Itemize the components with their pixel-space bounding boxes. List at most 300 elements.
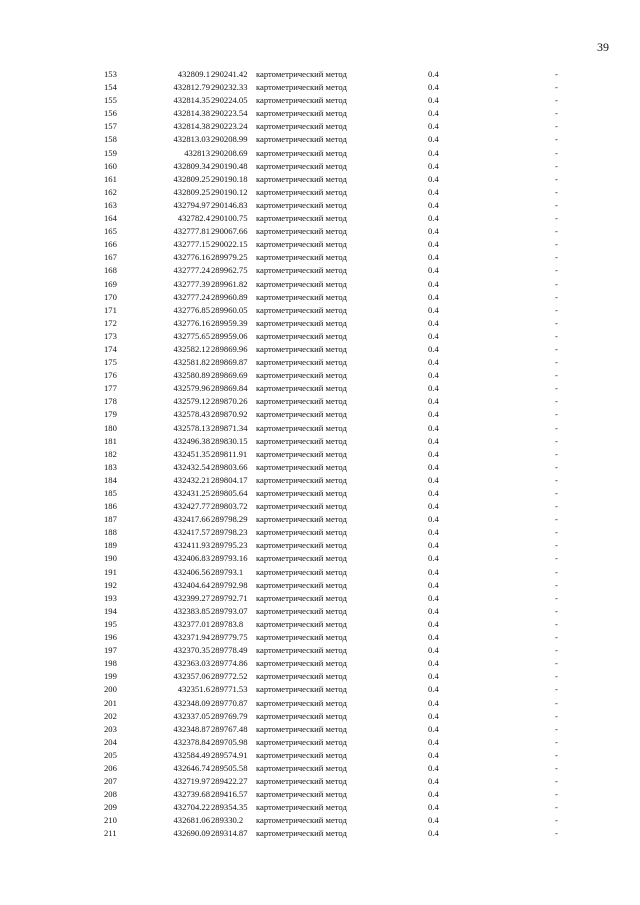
point-number-cell: 156 (104, 108, 117, 119)
table-row (0, 513, 640, 526)
coordinate-y-cell: 289798.23 (211, 527, 248, 538)
coordinate-x-cell: 432809.25 (173, 186, 210, 197)
table-row (0, 526, 640, 539)
method-cell: картометрический метод (256, 357, 347, 368)
accuracy-cell: 0.4 (428, 265, 439, 276)
coordinate-y-cell: 290223.24 (211, 121, 248, 132)
coordinate-y-cell: 289792.71 (211, 592, 248, 603)
coordinate-x-cell: 432813.03 (173, 134, 210, 145)
point-number-cell: 168 (104, 265, 117, 276)
point-number-cell: 197 (104, 645, 117, 656)
method-cell: картометрический метод (256, 160, 347, 171)
coordinate-x-cell: 432348.09 (173, 697, 210, 708)
note-cell: - (555, 488, 558, 498)
method-cell: картометрический метод (256, 658, 347, 669)
coordinate-x-cell: 432776.16 (173, 317, 210, 328)
note-cell: - (555, 330, 558, 341)
coordinate-x-cell: 432451.35 (173, 448, 210, 459)
note-cell: - (555, 291, 558, 302)
coordinate-y-cell: 290208.99 (211, 134, 248, 145)
table-row (0, 579, 640, 592)
accuracy-cell: 0.4 (428, 69, 439, 79)
note-cell: - (555, 265, 558, 276)
accuracy-cell: 0.4 (428, 618, 439, 629)
coordinate-x-cell: 432363.03 (173, 658, 210, 669)
note-cell: - (555, 802, 558, 813)
table-row (0, 487, 640, 500)
coordinate-x-cell: 432809.34 (173, 160, 210, 171)
accuracy-cell: 0.4 (428, 82, 439, 93)
coordinate-x-cell: 432582.12 (173, 343, 210, 354)
method-cell: картометрический метод (256, 95, 347, 106)
note-cell: - (555, 435, 558, 446)
coordinate-y-cell: 289574.91 (211, 749, 248, 760)
note-cell: - (555, 317, 558, 328)
accuracy-cell: 0.4 (428, 592, 439, 603)
method-cell: картометрический метод (256, 396, 347, 407)
table-row (0, 382, 640, 395)
accuracy-cell: 0.4 (428, 802, 439, 813)
accuracy-cell: 0.4 (428, 226, 439, 237)
table-row (0, 264, 640, 277)
note-cell: - (555, 501, 558, 512)
point-number-cell: 193 (104, 592, 117, 603)
method-cell: картометрический метод (256, 82, 347, 93)
note-cell: - (555, 658, 558, 669)
accuracy-cell: 0.4 (428, 239, 439, 250)
table-row (0, 317, 640, 330)
method-cell: картометрический метод (256, 69, 347, 79)
note-cell: - (555, 618, 558, 629)
coordinate-y-cell: 289778.49 (211, 645, 248, 656)
method-cell: картометрический метод (256, 632, 347, 643)
point-number-cell: 170 (104, 291, 117, 302)
accuracy-cell: 0.4 (428, 815, 439, 826)
coordinate-y-cell: 290022.15 (211, 239, 248, 250)
point-number-cell: 198 (104, 658, 117, 669)
method-cell: картометрический метод (256, 317, 347, 328)
note-cell: - (555, 789, 558, 800)
accuracy-cell: 0.4 (428, 501, 439, 512)
table-row (0, 225, 640, 238)
coordinate-x-cell: 432370.35 (173, 645, 210, 656)
note-cell: - (555, 134, 558, 145)
note-cell: - (555, 645, 558, 656)
coordinate-x-cell: 432646.74 (173, 762, 210, 773)
coordinate-y-cell: 289869.96 (211, 343, 248, 354)
coordinate-x-cell: 432584.49 (173, 749, 210, 760)
accuracy-cell: 0.4 (428, 474, 439, 485)
note-cell: - (555, 579, 558, 590)
table-row (0, 186, 640, 199)
accuracy-cell: 0.4 (428, 291, 439, 302)
note-cell: - (555, 632, 558, 643)
point-number-cell: 165 (104, 226, 117, 237)
coordinate-x-cell: 432777.24 (173, 291, 210, 302)
table-row (0, 422, 640, 435)
coordinate-x-cell: 432399.27 (173, 592, 210, 603)
point-number-cell: 171 (104, 304, 117, 315)
point-number-cell: 181 (104, 435, 117, 446)
point-number-cell: 175 (104, 357, 117, 368)
note-cell: - (555, 684, 558, 695)
note-cell: - (555, 213, 558, 224)
point-number-cell: 200 (104, 684, 117, 695)
coordinate-y-cell: 289961.82 (211, 278, 248, 289)
accuracy-cell: 0.4 (428, 736, 439, 747)
coordinate-x-cell: 432432.21 (173, 474, 210, 485)
coordinate-y-cell: 289869.84 (211, 383, 248, 394)
coordinate-y-cell: 289772.52 (211, 671, 248, 682)
coordinate-x-cell: 432809.1 (177, 69, 210, 79)
coordinate-y-cell: 290190.18 (211, 173, 248, 184)
coordinate-x-cell: 432406.83 (173, 553, 210, 564)
point-number-cell: 203 (104, 723, 117, 734)
method-cell: картометрический метод (256, 605, 347, 616)
point-number-cell: 174 (104, 343, 117, 354)
coordinate-x-cell: 432782.4 (177, 213, 210, 224)
method-cell: картометрический метод (256, 448, 347, 459)
method-cell: картометрический метод (256, 789, 347, 800)
method-cell: картометрический метод (256, 749, 347, 760)
method-cell: картометрический метод (256, 291, 347, 302)
note-cell: - (555, 474, 558, 485)
point-number-cell: 166 (104, 239, 117, 250)
method-cell: картометрический метод (256, 383, 347, 394)
method-cell: картометрический метод (256, 252, 347, 263)
coordinate-y-cell: 289793.16 (211, 553, 248, 564)
point-number-cell: 184 (104, 474, 117, 485)
coordinate-x-cell: 432777.39 (173, 278, 210, 289)
table-row (0, 775, 640, 788)
point-number-cell: 153 (104, 69, 117, 79)
coordinate-x-cell: 432417.66 (173, 514, 210, 525)
table-row (0, 107, 640, 120)
method-cell: картометрический метод (256, 147, 347, 158)
note-cell: - (555, 108, 558, 119)
point-number-cell: 202 (104, 710, 117, 721)
coordinate-y-cell: 289770.87 (211, 697, 248, 708)
accuracy-cell: 0.4 (428, 422, 439, 433)
coordinate-y-cell: 289959.06 (211, 330, 248, 341)
point-number-cell: 177 (104, 383, 117, 394)
table-row (0, 736, 640, 749)
note-cell: - (555, 121, 558, 132)
accuracy-cell: 0.4 (428, 671, 439, 682)
point-number-cell: 205 (104, 749, 117, 760)
accuracy-cell: 0.4 (428, 553, 439, 564)
note-cell: - (555, 370, 558, 381)
coordinate-y-cell: 290190.12 (211, 186, 248, 197)
point-number-cell: 186 (104, 501, 117, 512)
note-cell: - (555, 776, 558, 787)
coordinate-x-cell: 432579.12 (173, 396, 210, 407)
point-number-cell: 206 (104, 762, 117, 773)
method-cell: картометрический метод (256, 199, 347, 210)
coordinate-y-cell: 289314.87 (211, 828, 248, 839)
coordinate-x-cell: 432777.15 (173, 239, 210, 250)
coordinate-y-cell: 289416.57 (211, 789, 248, 800)
point-number-cell: 160 (104, 160, 117, 171)
method-cell: картометрический метод (256, 514, 347, 525)
method-cell: картометрический метод (256, 265, 347, 276)
method-cell: картометрический метод (256, 776, 347, 787)
coordinate-x-cell: 432404.64 (173, 579, 210, 590)
method-cell: картометрический метод (256, 828, 347, 839)
table-row (0, 644, 640, 657)
coordinate-x-cell: 432809.25 (173, 173, 210, 184)
coordinate-y-cell: 289793.07 (211, 605, 248, 616)
accuracy-cell: 0.4 (428, 330, 439, 341)
accuracy-cell: 0.4 (428, 370, 439, 381)
table-row (0, 133, 640, 146)
note-cell: - (555, 396, 558, 407)
accuracy-cell: 0.4 (428, 710, 439, 721)
method-cell: картометрический метод (256, 239, 347, 250)
table-row (0, 395, 640, 408)
coordinate-y-cell: 289803.72 (211, 501, 248, 512)
note-cell: - (555, 409, 558, 420)
coordinate-y-cell: 289869.87 (211, 357, 248, 368)
accuracy-cell: 0.4 (428, 527, 439, 538)
table-row (0, 814, 640, 827)
point-number-cell: 162 (104, 186, 117, 197)
point-number-cell: 154 (104, 82, 117, 93)
method-cell: картометрический метод (256, 409, 347, 420)
note-cell: - (555, 173, 558, 184)
table-row (0, 68, 640, 81)
page-number: 39 (597, 40, 609, 54)
method-cell: картометрический метод (256, 710, 347, 721)
coordinate-y-cell: 289959.39 (211, 317, 248, 328)
accuracy-cell: 0.4 (428, 343, 439, 354)
accuracy-cell: 0.4 (428, 409, 439, 420)
point-number-cell: 185 (104, 488, 117, 498)
point-number-cell: 204 (104, 736, 117, 747)
point-number-cell: 169 (104, 278, 117, 289)
point-number-cell: 163 (104, 199, 117, 210)
note-cell: - (555, 828, 558, 839)
accuracy-cell: 0.4 (428, 186, 439, 197)
note-cell: - (555, 815, 558, 826)
note-cell: - (555, 448, 558, 459)
table-row (0, 827, 640, 840)
coordinate-y-cell: 289767.48 (211, 723, 248, 734)
coordinate-x-cell: 432690.09 (173, 828, 210, 839)
coordinate-x-cell: 432777.81 (173, 226, 210, 237)
table-row (0, 238, 640, 251)
table-row (0, 657, 640, 670)
table-row (0, 670, 640, 683)
accuracy-cell: 0.4 (428, 317, 439, 328)
point-number-cell: 180 (104, 422, 117, 433)
table-row (0, 749, 640, 762)
note-cell: - (555, 226, 558, 237)
table-row (0, 710, 640, 723)
coordinate-x-cell: 432417.57 (173, 527, 210, 538)
method-cell: картометрический метод (256, 304, 347, 315)
coordinate-x-cell: 432377.01 (173, 618, 210, 629)
table-row (0, 762, 640, 775)
note-cell: - (555, 147, 558, 158)
table-row (0, 147, 640, 160)
accuracy-cell: 0.4 (428, 435, 439, 446)
coordinate-x-cell: 432814.38 (173, 108, 210, 119)
point-number-cell: 208 (104, 789, 117, 800)
note-cell: - (555, 749, 558, 760)
coordinate-y-cell: 289804.17 (211, 474, 248, 485)
note-cell: - (555, 605, 558, 616)
table-row (0, 500, 640, 513)
coordinate-x-cell: 432776.85 (173, 304, 210, 315)
table-row (0, 461, 640, 474)
coordinate-x-cell: 432719.97 (173, 776, 210, 787)
coordinate-table (0, 68, 640, 841)
point-number-cell: 158 (104, 134, 117, 145)
note-cell: - (555, 527, 558, 538)
accuracy-cell: 0.4 (428, 540, 439, 551)
coordinate-y-cell: 289705.98 (211, 736, 248, 747)
point-number-cell: 207 (104, 776, 117, 787)
accuracy-cell: 0.4 (428, 147, 439, 158)
method-cell: картометрический метод (256, 762, 347, 773)
table-row (0, 212, 640, 225)
coordinate-x-cell: 432814.38 (173, 121, 210, 132)
table-row (0, 343, 640, 356)
note-cell: - (555, 671, 558, 682)
accuracy-cell: 0.4 (428, 789, 439, 800)
coordinate-y-cell: 290223.54 (211, 108, 248, 119)
point-number-cell: 164 (104, 213, 117, 224)
coordinate-y-cell: 289811.91 (211, 448, 248, 459)
method-cell: картометрический метод (256, 566, 347, 577)
coordinate-y-cell: 289795.23 (211, 540, 248, 551)
coordinate-y-cell: 289774.86 (211, 658, 248, 669)
accuracy-cell: 0.4 (428, 697, 439, 708)
coordinate-x-cell: 432348.87 (173, 723, 210, 734)
table-row (0, 683, 640, 696)
coordinate-y-cell: 289354.35 (211, 802, 248, 813)
coordinate-y-cell: 289869.69 (211, 370, 248, 381)
coordinate-y-cell: 290208.69 (211, 147, 248, 158)
coordinate-x-cell: 432357.06 (173, 671, 210, 682)
accuracy-cell: 0.4 (428, 357, 439, 368)
coordinate-x-cell: 432776.16 (173, 252, 210, 263)
table-row (0, 788, 640, 801)
coordinate-y-cell: 289330.2 (211, 815, 244, 826)
accuracy-cell: 0.4 (428, 776, 439, 787)
point-number-cell: 191 (104, 566, 117, 577)
table-row (0, 435, 640, 448)
point-number-cell: 178 (104, 396, 117, 407)
coordinate-x-cell: 432371.94 (173, 632, 210, 643)
coordinate-y-cell: 289505.58 (211, 762, 248, 773)
coordinate-y-cell: 289962.75 (211, 265, 248, 276)
method-cell: картометрический метод (256, 618, 347, 629)
method-cell: картометрический метод (256, 330, 347, 341)
coordinate-x-cell: 432496.38 (173, 435, 210, 446)
note-cell: - (555, 160, 558, 171)
table-row (0, 160, 640, 173)
method-cell: картометрический метод (256, 108, 347, 119)
accuracy-cell: 0.4 (428, 134, 439, 145)
note-cell: - (555, 736, 558, 747)
coordinate-y-cell: 290241.42 (211, 69, 248, 79)
method-cell: картометрический метод (256, 815, 347, 826)
coordinate-y-cell: 290232.33 (211, 82, 248, 93)
note-cell: - (555, 95, 558, 106)
coordinate-y-cell: 289771.53 (211, 684, 248, 695)
accuracy-cell: 0.4 (428, 383, 439, 394)
coordinate-x-cell: 432378.84 (173, 736, 210, 747)
accuracy-cell: 0.4 (428, 749, 439, 760)
note-cell: - (555, 186, 558, 197)
table-row (0, 697, 640, 710)
coordinate-x-cell: 432739.68 (173, 789, 210, 800)
accuracy-cell: 0.4 (428, 762, 439, 773)
table-row (0, 592, 640, 605)
coordinate-y-cell: 289960.89 (211, 291, 248, 302)
accuracy-cell: 0.4 (428, 95, 439, 106)
accuracy-cell: 0.4 (428, 108, 439, 119)
coordinate-x-cell: 432812.79 (173, 82, 210, 93)
accuracy-cell: 0.4 (428, 488, 439, 498)
accuracy-cell: 0.4 (428, 278, 439, 289)
note-cell: - (555, 697, 558, 708)
accuracy-cell: 0.4 (428, 514, 439, 525)
note-cell: - (555, 343, 558, 354)
note-cell: - (555, 762, 558, 773)
method-cell: картометрический метод (256, 540, 347, 551)
method-cell: картометрический метод (256, 579, 347, 590)
coordinate-y-cell: 289960.05 (211, 304, 248, 315)
note-cell: - (555, 383, 558, 394)
coordinate-y-cell: 289769.79 (211, 710, 248, 721)
method-cell: картометрический метод (256, 553, 347, 564)
table-row (0, 94, 640, 107)
coordinate-y-cell: 289798.29 (211, 514, 248, 525)
method-cell: картометрический метод (256, 343, 347, 354)
accuracy-cell: 0.4 (428, 605, 439, 616)
note-cell: - (555, 304, 558, 315)
accuracy-cell: 0.4 (428, 461, 439, 472)
method-cell: картометрический метод (256, 684, 347, 695)
point-number-cell: 182 (104, 448, 117, 459)
coordinate-x-cell: 432579.96 (173, 383, 210, 394)
method-cell: картометрический метод (256, 422, 347, 433)
method-cell: картометрический метод (256, 173, 347, 184)
accuracy-cell: 0.4 (428, 566, 439, 577)
coordinate-y-cell: 290067.66 (211, 226, 248, 237)
method-cell: картометрический метод (256, 461, 347, 472)
table-row (0, 356, 640, 369)
note-cell: - (555, 252, 558, 263)
coordinate-y-cell: 290146.83 (211, 199, 248, 210)
point-number-cell: 172 (104, 317, 117, 328)
table-row (0, 369, 640, 382)
point-number-cell: 167 (104, 252, 117, 263)
coordinate-y-cell: 289779.75 (211, 632, 248, 643)
accuracy-cell: 0.4 (428, 723, 439, 734)
note-cell: - (555, 553, 558, 564)
table-row (0, 539, 640, 552)
point-number-cell: 188 (104, 527, 117, 538)
coordinate-y-cell: 289422.27 (211, 776, 248, 787)
coordinate-y-cell: 289805.64 (211, 488, 248, 498)
accuracy-cell: 0.4 (428, 213, 439, 224)
coordinate-x-cell: 432777.24 (173, 265, 210, 276)
accuracy-cell: 0.4 (428, 684, 439, 695)
